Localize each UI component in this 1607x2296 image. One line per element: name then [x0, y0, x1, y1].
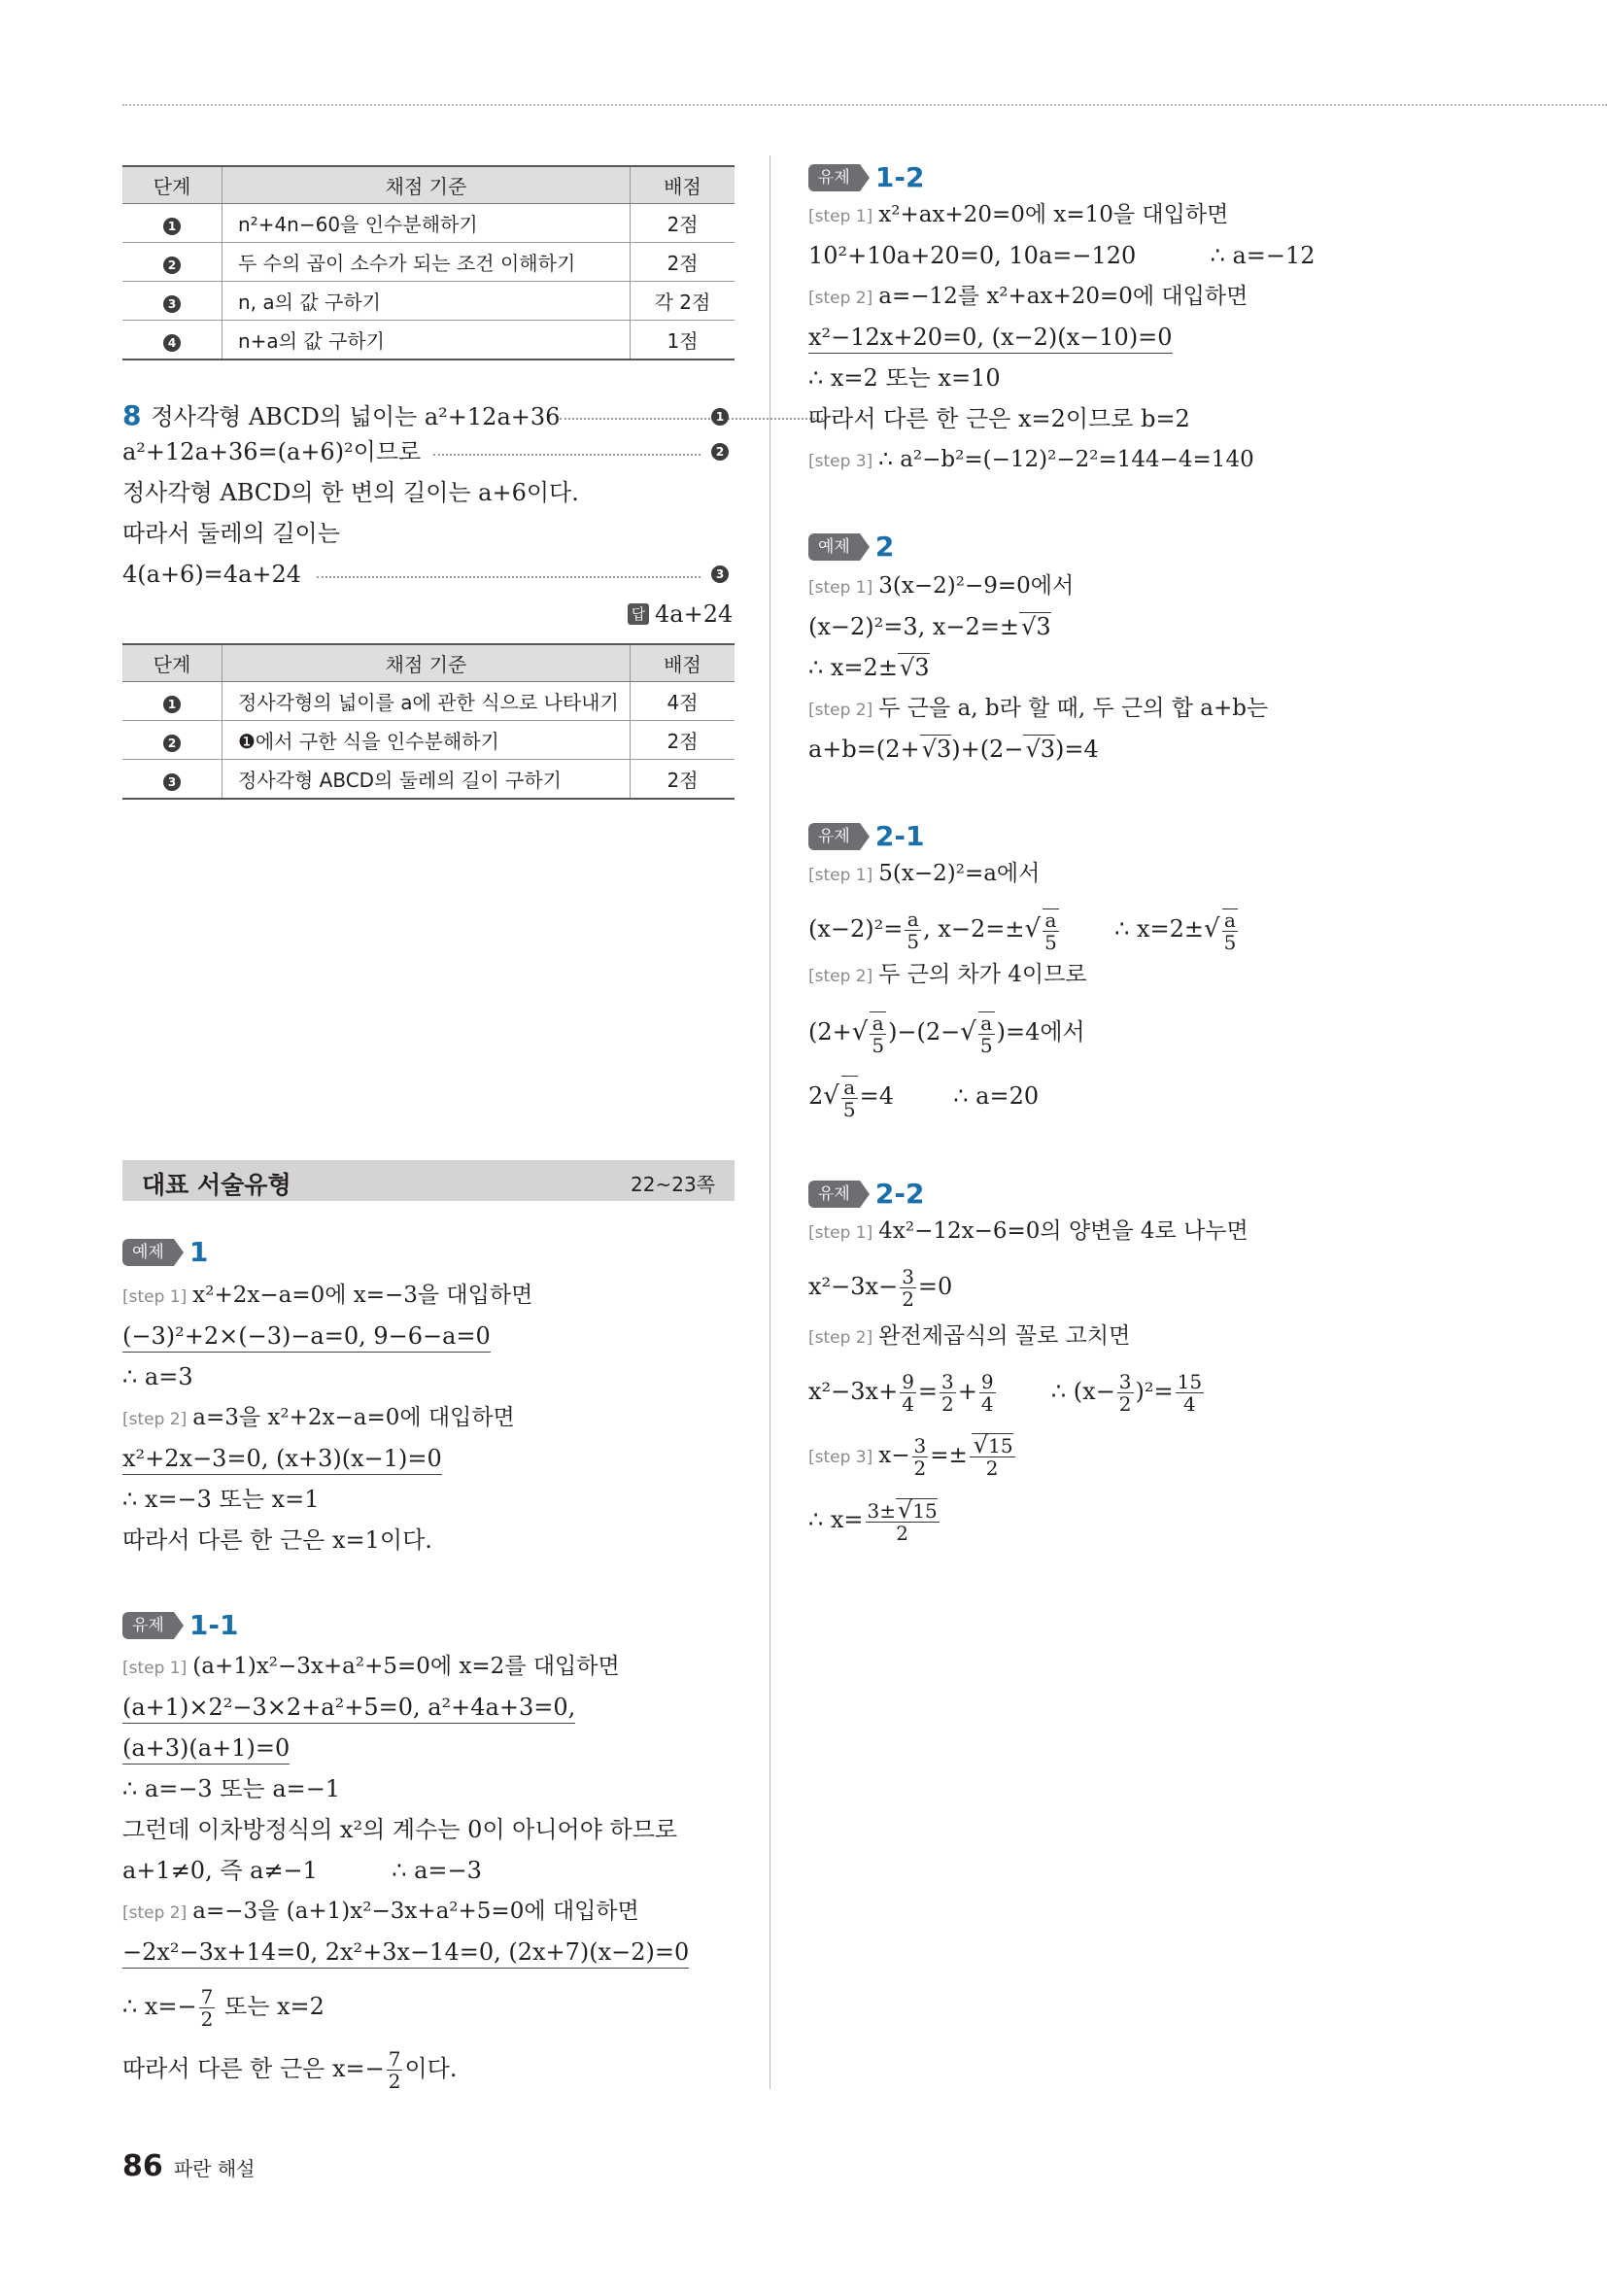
score-cell: 2점	[631, 204, 735, 243]
ex2-l5	[808, 735, 1099, 764]
denominator: 5	[872, 1033, 885, 1057]
score-cell: 2점	[631, 721, 735, 760]
step-marker: 4	[163, 334, 181, 352]
ex22-l4-c: +	[957, 1378, 977, 1405]
ex21-l5-c: ∴ a=20	[953, 1082, 1040, 1110]
step-label: [step 3]	[808, 452, 873, 471]
sqrt: √ 3	[1019, 612, 1051, 640]
ex22-l5-b: =±	[930, 1443, 968, 1468]
score-cell: 2점	[631, 760, 735, 800]
step-label: [step 1]	[808, 1223, 873, 1243]
numerator: 3	[902, 1265, 914, 1288]
fraction	[978, 1011, 995, 1056]
numerator: 15	[1177, 1370, 1203, 1393]
ex1-l1	[122, 1281, 532, 1312]
fraction	[940, 1371, 956, 1415]
ex2-l4	[808, 694, 1268, 725]
mark-3: 3	[711, 565, 729, 583]
answer-p8	[628, 600, 733, 628]
sqrt: √ 15	[972, 1433, 1013, 1457]
th-step: 단계	[122, 644, 222, 682]
score-cell: 4점	[631, 682, 735, 721]
sqrt: √ 3	[920, 735, 952, 763]
ex12-l7-text: ∴ a²−b²=(−12)²−2²=144−4=140	[878, 447, 1254, 472]
step-marker: 3	[163, 773, 181, 791]
denominator: 5	[1223, 930, 1237, 954]
criterion-cell: 정사각형 ABCD의 둘레의 길이 구하기	[222, 760, 631, 800]
ex12-l4	[808, 323, 1173, 354]
fraction	[1043, 908, 1059, 953]
ex22-l6-a: ∴ x=	[808, 1506, 864, 1533]
problem-number: 8	[122, 399, 142, 431]
denominator: 2	[941, 1392, 954, 1416]
ex11-l8-text: −2x²−3x+14=0, 2x²+3x−14=0, (2x+7)(x−2)=0	[122, 1937, 689, 1969]
ex12-l6: 따라서 다른 한 근은 x=2이므로 b=2	[808, 405, 1190, 432]
ex22-l3	[808, 1321, 1130, 1353]
ex12-l3	[808, 282, 1248, 313]
ex22-l3-text: 완전제곱식의 꼴로 고치면	[878, 1323, 1131, 1349]
table-row	[122, 321, 735, 360]
exercise-badge: 유제	[122, 1612, 174, 1639]
ex12-l1-text: x²+ax+20=0에 x=10을 대입하면	[878, 202, 1229, 227]
numerator: 3±	[867, 1498, 897, 1523]
numerator: 3	[1118, 1370, 1132, 1393]
ex21-l2-a: (x−2)²=	[808, 915, 904, 942]
ex2-l2	[808, 612, 1051, 641]
criterion-cell: 두 수의 곱이 소수가 되는 조건 이해하기	[222, 243, 631, 282]
exercise-badge: 유제	[808, 164, 860, 191]
score-cell: 1점	[631, 321, 735, 360]
p8-line1	[122, 401, 560, 431]
ex2-l5-a: a+b=(2+	[808, 736, 920, 763]
leader-dots	[560, 418, 827, 420]
numerator: a	[978, 1012, 995, 1035]
example-2-tag	[808, 531, 894, 563]
ex11-l9-b: 또는 x=2	[217, 1993, 325, 2020]
example-1-tag	[122, 1236, 208, 1268]
ex11-l2-text: (a+1)×2²−3×2+a²+5=0, a²+4a+3=0,	[122, 1693, 575, 1724]
p8-text1: 정사각형 ABCD의 넓이는 a²+12a+36	[151, 403, 561, 430]
ex21-l4-a: (2+	[808, 1018, 852, 1045]
top-divider	[122, 104, 1607, 106]
ex2-l5-c: )=4	[1055, 736, 1099, 763]
p8-line3: 정사각형 ABCD의 한 변의 길이는 a+6이다.	[122, 479, 579, 506]
ex11-l1	[122, 1652, 620, 1683]
ex11-l1-text: (a+1)x²−3x+a²+5=0에 x=2를 대입하면	[192, 1654, 620, 1679]
th-criterion: 채점 기준	[222, 644, 631, 682]
page-number: 86	[122, 2149, 163, 2183]
ex11-l7-text: a=−3을 (a+1)x²−3x+a²+5=0에 대입하면	[192, 1899, 639, 1924]
criterion-cell: n+a의 값 구하기	[222, 321, 631, 360]
fraction	[1176, 1371, 1204, 1415]
denominator: 5	[842, 1097, 856, 1121]
ex22-l1	[808, 1217, 1248, 1248]
ex12-l4-text: x²−12x+20=0, (x−2)(x−10)=0	[808, 323, 1173, 354]
ex12-l1	[808, 200, 1228, 231]
ex2-l2-a: (x−2)²=3, x−2=±	[808, 613, 1020, 640]
denominator: 5	[979, 1033, 993, 1057]
ex1-l6: ∴ x=−3 또는 x=1	[122, 1486, 320, 1513]
column-divider	[769, 155, 770, 2089]
ex2-l5-b: )+(2−	[951, 736, 1024, 763]
th-criterion: 채점 기준	[222, 166, 631, 204]
numerator: 9	[902, 1370, 914, 1393]
ex2-l1-text: 3(x−2)²−9=0에서	[878, 573, 1075, 599]
exercise-number: 1-2	[874, 161, 925, 193]
ex22-l4	[808, 1364, 1206, 1419]
score-cell: 2점	[631, 243, 735, 282]
fraction	[841, 1076, 858, 1120]
denominator: 2	[985, 1456, 999, 1480]
numerator: 7	[388, 2047, 401, 2071]
fraction	[912, 1435, 929, 1479]
denominator: 2	[200, 2007, 214, 2031]
ex12-l3-text: a=−12를 x²+ax+20=0에 대입하면	[878, 284, 1248, 309]
ex22-l2-a: x²−3x−	[808, 1273, 899, 1300]
step-label: [step 2]	[808, 1328, 873, 1348]
step-label: [step 1]	[808, 578, 873, 598]
step-label: [step 2]	[808, 967, 873, 986]
numerator: a	[905, 908, 921, 931]
ex22-l2-b: =0	[917, 1273, 953, 1300]
example-badge: 예제	[808, 533, 860, 561]
ex22-l4-b: =	[917, 1378, 939, 1405]
ex1-l5-text: x²+2x−3=0, (x+3)(x−1)=0	[122, 1444, 442, 1475]
mark-1: 1	[711, 408, 729, 426]
fraction	[979, 1371, 996, 1415]
ex21-l4-c: )=4에서	[996, 1018, 1085, 1045]
step-label: [step 1]	[122, 1659, 188, 1678]
step-label: [step 1]	[808, 207, 873, 226]
ex11-l9-a: ∴ x=−	[122, 1993, 197, 2020]
fraction	[870, 1011, 886, 1056]
denominator: 2	[896, 1521, 909, 1545]
exercise-number: 1-1	[188, 1609, 239, 1641]
table-row	[122, 243, 735, 282]
fraction	[387, 2048, 403, 2092]
numerator: a	[870, 1012, 886, 1035]
numerator: a	[1222, 909, 1239, 932]
step-label: [step 1]	[808, 866, 873, 885]
ex12-l7	[808, 445, 1254, 476]
fraction	[1222, 908, 1239, 953]
ex22-l4-e: )²=	[1135, 1378, 1174, 1405]
scoring-table-2	[122, 643, 735, 800]
example-number: 2	[874, 531, 895, 563]
ex22-l5	[808, 1428, 1017, 1485]
example-badge: 예제	[122, 1239, 174, 1266]
numerator: 3	[913, 1433, 927, 1457]
ex11-l8	[122, 1937, 689, 1969]
numerator: 9	[980, 1370, 994, 1393]
step-label: [step 2]	[122, 1903, 188, 1923]
ex2-l3	[808, 653, 930, 682]
answer-text: 4a+24	[655, 600, 734, 628]
exercise-number: 2-1	[874, 820, 925, 852]
fraction	[900, 1266, 916, 1310]
step-label: [step 1]	[122, 1287, 188, 1307]
sqrt: √ 15	[896, 1498, 938, 1523]
th-score: 배점	[631, 166, 735, 204]
exercise-2-1-tag	[808, 820, 924, 852]
exercise-badge: 유제	[808, 823, 860, 850]
ex21-l5-b: =4	[859, 1082, 894, 1110]
fraction	[1117, 1371, 1134, 1415]
ex21-l5-a: 2	[808, 1082, 824, 1110]
denominator: 5	[1044, 930, 1057, 954]
ex2-l1	[808, 571, 1074, 602]
ex21-l3	[808, 960, 1087, 991]
footer	[122, 2149, 255, 2183]
ex22-l6	[808, 1492, 941, 1547]
numerator: 3	[941, 1370, 954, 1393]
th-step: 단계	[122, 166, 222, 204]
denominator: 2	[913, 1456, 927, 1480]
ex1-l2	[122, 1321, 491, 1353]
denominator: 2	[902, 1287, 914, 1311]
th-score: 배점	[631, 644, 735, 682]
ex1-l4	[122, 1403, 515, 1434]
ex11-l5: 그런데 이차방정식의 x²의 계수는 0이 아니어야 하므로	[122, 1816, 678, 1843]
ex11-l9	[122, 1982, 325, 2031]
section-pages: 22~23쪽	[631, 1173, 715, 1196]
step-label: [step 2]	[808, 701, 873, 720]
ex21-l5: 2√ $\frac{a}{5}$ =4 ∴ a=20	[808, 1075, 1040, 1121]
ex11-l10-a: 따라서 다른 한 근은 x=−	[122, 2055, 385, 2082]
denominator: 4	[902, 1392, 914, 1416]
ex22-l5-a: x−	[878, 1443, 910, 1468]
criterion-cell: ❶에서 구한 식을 인수분해하기	[222, 721, 631, 760]
ex21-l4: (2+√ $\frac{a}{5}$ )−(2−√ $\frac{a}{5}$ )=4에서	[808, 1011, 1085, 1057]
exercise-badge: 유제	[808, 1181, 860, 1208]
denominator: 4	[980, 1392, 994, 1416]
denominator: 4	[1182, 1392, 1196, 1416]
fraction	[970, 1434, 1015, 1479]
step-label: [step 2]	[808, 289, 873, 308]
ex1-l7: 따라서 다른 한 근은 x=1이다.	[122, 1526, 432, 1554]
numerator: 7	[200, 1985, 214, 2008]
ex21-l1	[808, 859, 1040, 890]
ex1-l3: ∴ a=3	[122, 1363, 193, 1390]
numerator: a	[841, 1077, 858, 1099]
table-row	[122, 721, 735, 760]
table-row	[122, 204, 735, 243]
ex12-l5: ∴ x=2 또는 x=10	[808, 364, 1001, 392]
step-marker: 1	[163, 218, 181, 235]
ex1-l2-text: (−3)²+2×(−3)−a=0, 9−6−a=0	[122, 1321, 491, 1353]
ex11-l10	[122, 2044, 457, 2093]
denominator: 2	[1118, 1392, 1132, 1416]
fraction	[905, 908, 921, 952]
ex21-l2: (x−2)²= $\frac{a}{5}$ , x−2=±√ $\frac{a}{5}$ ∴ x=2±√ $\frac{a}{5}$	[808, 908, 1237, 954]
ex22-l4-d: ∴ (x−	[1050, 1378, 1115, 1405]
denominator: 5	[906, 930, 920, 953]
ex11-l6: a+1≠0, 즉 a≠−1 ∴ a=−3	[122, 1857, 482, 1884]
sqrt: √ 3	[1023, 735, 1055, 763]
table-row	[122, 760, 735, 800]
criterion-cell: n, a의 값 구하기	[222, 282, 631, 321]
ex11-l4: ∴ a=−3 또는 a=−1	[122, 1775, 341, 1802]
p8-line5: 4(a+6)=4a+24	[122, 561, 302, 588]
table-row	[122, 682, 735, 721]
ex11-l7	[122, 1897, 639, 1928]
denominator: 2	[388, 2070, 401, 2093]
exercise-number: 2-2	[874, 1178, 925, 1210]
mark-2: 2	[711, 443, 729, 461]
p8-line4: 따라서 둘레의 길이는	[122, 520, 340, 547]
ex21-l4-b: )−(2−	[888, 1018, 961, 1045]
p8-line2: a²+12a+36=(a+6)²이므로	[122, 438, 422, 465]
exercise-1-2-tag	[808, 161, 924, 193]
fraction	[866, 1499, 940, 1544]
ex21-l3-text: 두 근의 차가 4이므로	[878, 962, 1087, 987]
ex1-l5	[122, 1444, 442, 1475]
ex11-l3-text: (a+3)(a+1)=0	[122, 1733, 290, 1765]
fraction	[900, 1371, 916, 1415]
example-number: 1	[188, 1236, 209, 1268]
ex22-l2	[808, 1259, 952, 1314]
book-title: 파란 해설	[173, 2157, 256, 2180]
numerator: a	[1043, 909, 1059, 932]
ex2-l3-a: ∴ x=2±	[808, 654, 898, 681]
ex1-l1-text: x²+2x−a=0에 x=−3을 대입하면	[192, 1283, 533, 1308]
ex12-l2: 10²+10a+20=0, 10a=−120 ∴ a=−12	[808, 242, 1316, 269]
scoring-table-1	[122, 165, 735, 360]
ex1-l4-text: a=3을 x²+2x−a=0에 대입하면	[192, 1405, 515, 1430]
exercise-1-1-tag	[122, 1609, 238, 1641]
step-marker: 1	[163, 696, 181, 713]
ex11-l10-b: 이다.	[404, 2055, 458, 2082]
fraction	[199, 1986, 216, 2030]
step-marker: 2	[163, 735, 181, 752]
ex21-l2-c: ∴ x=2±	[1114, 915, 1205, 942]
section-heading	[122, 1160, 735, 1201]
ex11-l2	[122, 1693, 575, 1724]
sqrt: √ 3	[898, 653, 930, 681]
step-label: [step 2]	[122, 1410, 188, 1429]
ex11-l3	[122, 1733, 290, 1765]
table-row	[122, 282, 735, 321]
step-marker: 2	[163, 257, 181, 274]
answer-icon: 답	[628, 603, 649, 625]
ex21-l1-text: 5(x−2)²=a에서	[878, 861, 1041, 886]
exercise-2-2-tag	[808, 1178, 924, 1210]
criterion-cell: 정사각형의 넓이를 a에 관한 식으로 나타내기	[222, 682, 631, 721]
ex21-l2-b: , x−2=±	[923, 915, 1025, 942]
leader-dots	[433, 454, 701, 456]
ex22-l1-text: 4x²−12x−6=0의 양변을 4로 나누면	[878, 1218, 1248, 1244]
ex22-l4-a: x²−3x+	[808, 1378, 899, 1405]
criterion-cell: n²+4n−60을 인수분해하기	[222, 204, 631, 243]
ex2-l4-text: 두 근을 a, b라 할 때, 두 근의 합 a+b는	[878, 696, 1269, 721]
leader-dots	[317, 576, 701, 578]
step-marker: 3	[163, 295, 181, 313]
step-label: [step 3]	[808, 1448, 873, 1467]
score-cell: 각 2점	[631, 282, 735, 321]
section-title: 대표 서술유형	[142, 1171, 291, 1199]
